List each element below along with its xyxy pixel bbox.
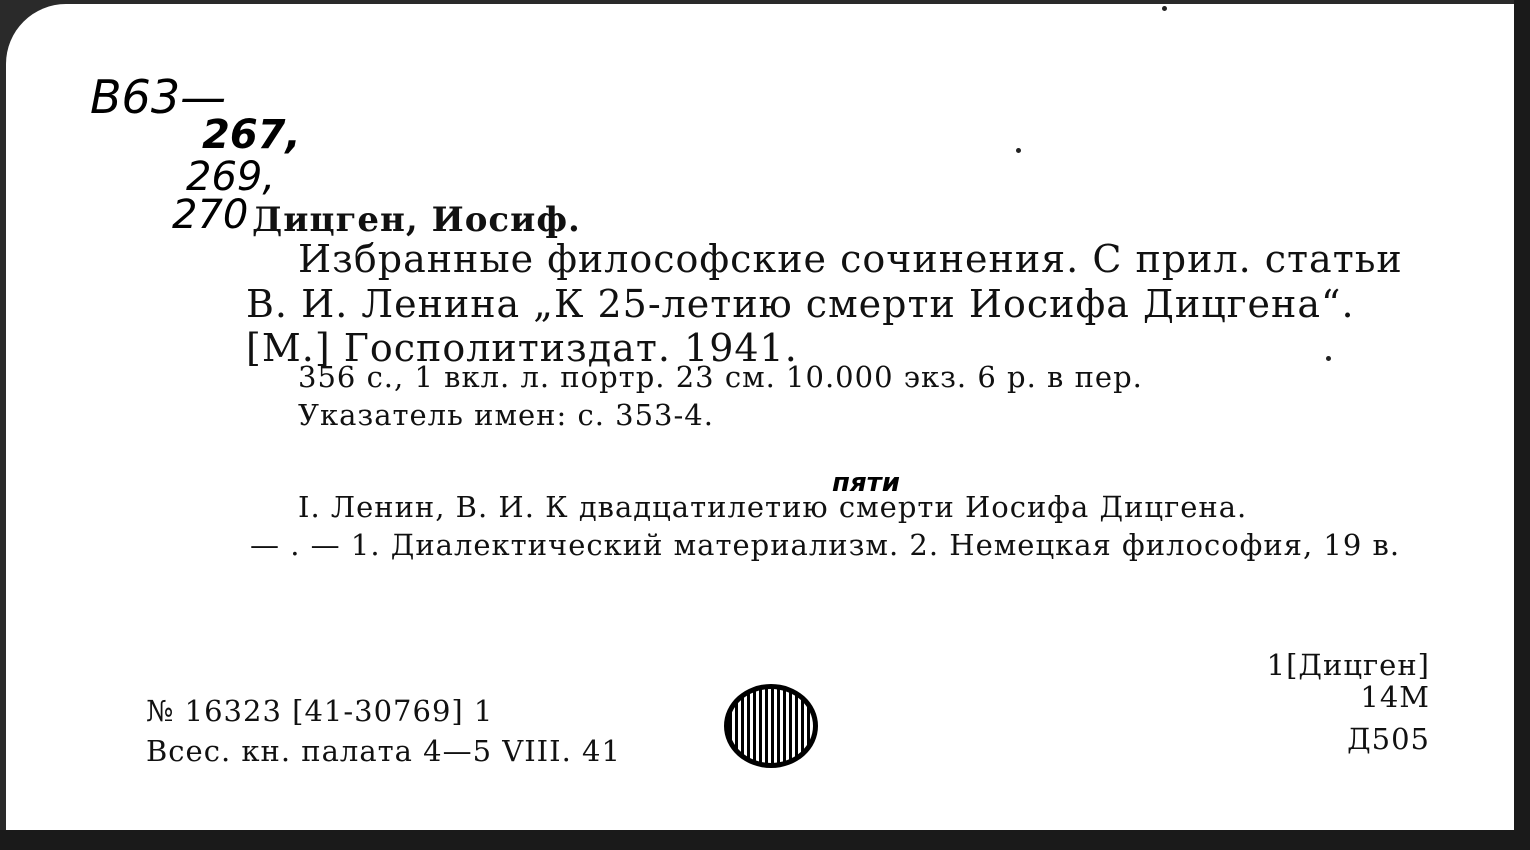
footer-right-line-2: 14М	[1360, 680, 1430, 714]
card-punch-hole	[724, 684, 818, 768]
card-edge-right	[1514, 0, 1530, 850]
footer-right-line-3: Д505	[1347, 722, 1430, 756]
details-line-1: 356 с., 1 вкл. л. портр. 23 см. 10.000 экз. 6 р. в пер.	[298, 360, 1143, 394]
subject-line-1: I. Ленин, В. И. К двадцатилетию смерти Иосифа Дицгена.	[298, 490, 1248, 524]
speck	[1326, 356, 1331, 361]
subject-line-2: — . — 1. Диалектический материализм. 2. Немецкая философия, 19 в.	[250, 528, 1401, 562]
details-line-2: Указатель имен: с. 353-4.	[298, 398, 714, 432]
title-line-2: В. И. Ленина „К 25-летию смерти Иосифа Дицгена“.	[246, 282, 1355, 326]
card-edge-bottom	[0, 830, 1530, 850]
author-heading: Дицген, Иосиф.	[252, 200, 581, 240]
speck	[1162, 6, 1167, 11]
handwritten-shelf-mark: В63—	[90, 70, 227, 124]
handwritten-number-2: 269,	[186, 154, 276, 200]
handwritten-correction: пяти	[832, 468, 900, 498]
footer-left-line-1: № 16323 [41-30769] 1	[146, 694, 494, 728]
speck	[1016, 148, 1021, 153]
footer-left-line-2: Всес. кн. палата 4—5 VIII. 41	[146, 734, 621, 768]
catalog-card	[6, 4, 1514, 830]
footer-right-line-1: 1[Дицген]	[1266, 648, 1430, 682]
handwritten-number-1: 267,	[202, 112, 301, 158]
handwritten-number-3: 270	[172, 192, 249, 238]
title-line-3: [М.] Госполитиздат. 1941.	[246, 326, 798, 370]
title-line-1: Избранные философские сочинения. С прил. статьи	[298, 237, 1403, 281]
